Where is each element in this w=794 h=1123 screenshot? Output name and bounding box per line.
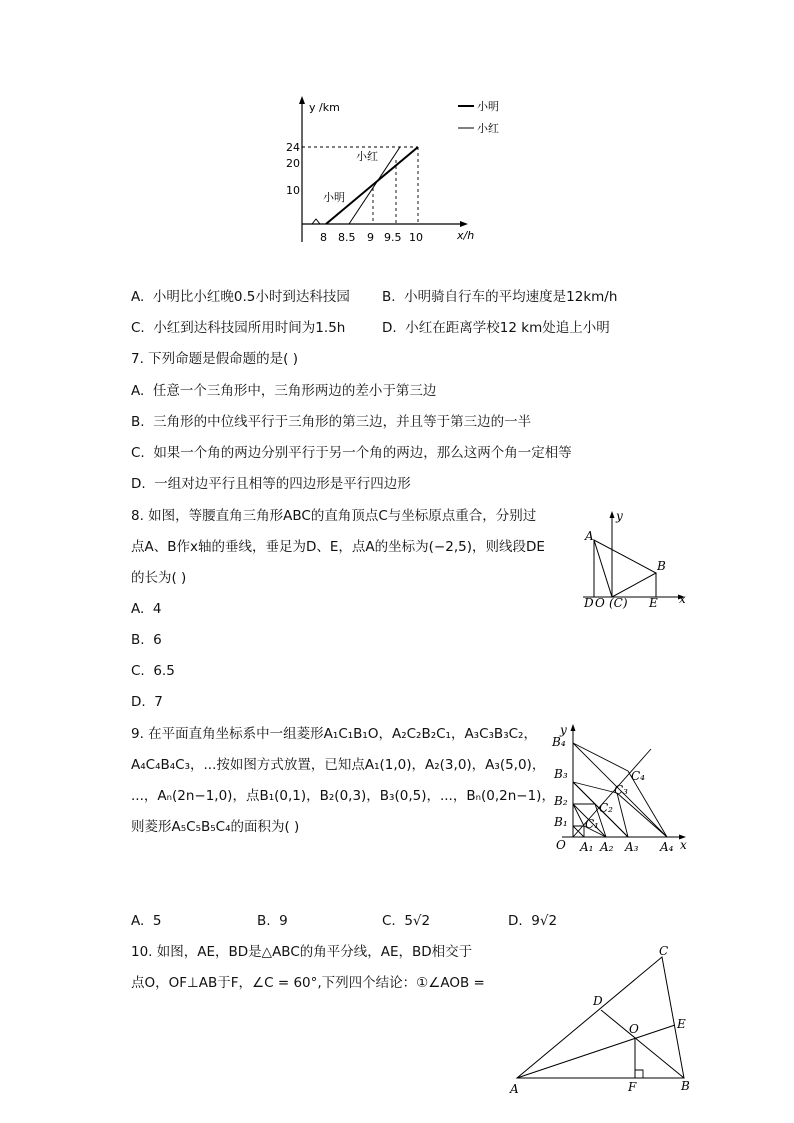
q9-label-b2: B₂ bbox=[554, 794, 568, 808]
q9-stem-line-1: 9. 在平面直角坐标系中一组菱形A₁C₁B₁O，A₂C₂B₂C₁，A₃C₃B₃C₂， bbox=[131, 726, 537, 742]
q8-x-label: x bbox=[679, 592, 686, 606]
q9-label-c1: C₁ bbox=[585, 817, 599, 831]
x-tick-10: 10 bbox=[409, 231, 423, 244]
q9-label-c4: C₄ bbox=[631, 769, 645, 783]
x-tick-9: 9 bbox=[367, 231, 374, 244]
q10-label-b: B bbox=[681, 1079, 690, 1093]
y-tick-24: 24 bbox=[286, 141, 300, 154]
q8-triangle-figure bbox=[575, 505, 700, 610]
q9-label-a1: A₁ bbox=[580, 840, 594, 854]
q7-option-c[interactable]: C. 如果一个角的两边分别平行于另一个角的两边，那么这两个角一定相等 bbox=[131, 445, 572, 461]
q9-stem-line-3: ...，Aₙ(2n−1,0)，点B₁(0,1)，B₂(0,3)，B₃(0,5)，...，Bₙ(0,2n−1)， bbox=[131, 788, 555, 804]
q8-label-b: B bbox=[657, 559, 666, 573]
q9-option-c[interactable]: C. 5√2 bbox=[382, 913, 431, 929]
q8-stem-line-3: 的长为( ) bbox=[131, 570, 187, 586]
q10-label-e: E bbox=[677, 1017, 686, 1031]
q9-label-a4: A₄ bbox=[660, 840, 674, 854]
q9-stem-line-4: 则菱形A₅C₅B₅C₄的面积为( ) bbox=[131, 819, 300, 835]
q9-label-c3: C₃ bbox=[614, 783, 628, 797]
q8-option-d[interactable]: D. 7 bbox=[131, 694, 163, 710]
q9-stem-line-2: A₄C₄B₄C₃，...按如图方式放置，已知点A₁(1,0)，A₂(3,0)，A₃(5,0)， bbox=[131, 757, 546, 773]
q9-option-a[interactable]: A. 5 bbox=[131, 913, 162, 929]
x-tick-8-5: 8.5 bbox=[338, 231, 356, 244]
q8-label-d: D bbox=[584, 596, 594, 610]
q9-label-c2: C₂ bbox=[599, 801, 613, 815]
q8-option-b[interactable]: B. 6 bbox=[131, 632, 162, 648]
q9-label-b3: B₃ bbox=[554, 767, 568, 781]
q10-label-c: C bbox=[659, 944, 669, 958]
q8-option-a[interactable]: A. 4 bbox=[131, 601, 162, 617]
q9-label-a2: A₂ bbox=[600, 840, 614, 854]
label-xiaoming: 小明 bbox=[323, 191, 345, 204]
q8-label-c: (C) bbox=[609, 596, 628, 610]
q10-stem-line-2: 点O，OF⊥AB于F，∠C = 60°,下列四个结论：①∠AOB = bbox=[131, 975, 485, 991]
q8-label-o: O bbox=[595, 596, 605, 610]
y-tick-20: 20 bbox=[286, 157, 300, 170]
q9-x-label: x bbox=[680, 838, 687, 852]
q8-label-a: A bbox=[585, 529, 594, 543]
x-axis-label: x/h bbox=[457, 229, 475, 242]
q9-rhombus-figure bbox=[548, 720, 694, 858]
q9-label-b1: B₁ bbox=[554, 815, 568, 829]
q9-label-a3: A₃ bbox=[625, 840, 639, 854]
q8-stem-line-1: 8. 如图，等腰直角三角形ABC的直角顶点C与坐标原点重合，分别过 bbox=[131, 508, 537, 524]
q10-label-d: D bbox=[593, 994, 603, 1008]
q10-label-a: A bbox=[510, 1082, 519, 1096]
q6-option-b[interactable]: B. 小明骑自行车的平均速度是12km/h bbox=[382, 289, 618, 305]
legend-xiaohong: 小红 bbox=[477, 122, 499, 135]
q7-option-d[interactable]: D. 一组对边平行且相等的四边形是平行四边形 bbox=[131, 476, 411, 492]
q7-option-b[interactable]: B. 三角形的中位线平行于三角形的第三边，并且等于第三边的一半 bbox=[131, 414, 532, 430]
distance-time-graph bbox=[286, 92, 520, 252]
y-axis-label: y /km bbox=[309, 101, 340, 114]
q8-option-c[interactable]: C. 6.5 bbox=[131, 663, 175, 679]
q6-option-c[interactable]: C. 小红到达科技园所用时间为1.5h bbox=[131, 320, 346, 336]
q9-option-b[interactable]: B. 9 bbox=[257, 913, 288, 929]
q6-option-d[interactable]: D. 小红在距离学校12 km处追上小明 bbox=[382, 320, 610, 336]
q8-y-label: y bbox=[616, 509, 623, 523]
q9-label-b4: B₄ bbox=[552, 735, 566, 749]
q7-stem: 7. 下列命题是假命题的是( ) bbox=[131, 351, 298, 367]
legend-xiaoming: 小明 bbox=[477, 100, 499, 113]
x-tick-9-5: 9.5 bbox=[384, 231, 402, 244]
q6-option-a[interactable]: A. 小明比小红晚0.5小时到达科技园 bbox=[131, 289, 350, 305]
q9-option-d[interactable]: D. 9√2 bbox=[508, 913, 558, 929]
q10-stem-line-1: 10. 如图，AE，BD是△ABC的角平分线，AE，BD相交于 bbox=[131, 944, 473, 960]
q8-label-e: E bbox=[649, 596, 658, 610]
q10-label-f: F bbox=[628, 1080, 637, 1094]
label-xiaohong: 小红 bbox=[356, 150, 378, 163]
y-tick-10: 10 bbox=[286, 184, 300, 197]
q8-stem-line-2: 点A、B作x轴的垂线，垂足为D、E，点A的坐标为(−2,5)，则线段DE bbox=[131, 539, 545, 555]
q10-label-o: O bbox=[629, 1022, 639, 1036]
q7-option-a[interactable]: A. 任意一个三角形中，三角形两边的差小于第三边 bbox=[131, 383, 437, 399]
x-tick-8: 8 bbox=[320, 231, 327, 244]
q9-label-o: O bbox=[556, 838, 566, 852]
q9-y-label: y bbox=[560, 723, 567, 737]
q10-triangle-figure bbox=[505, 942, 705, 1100]
